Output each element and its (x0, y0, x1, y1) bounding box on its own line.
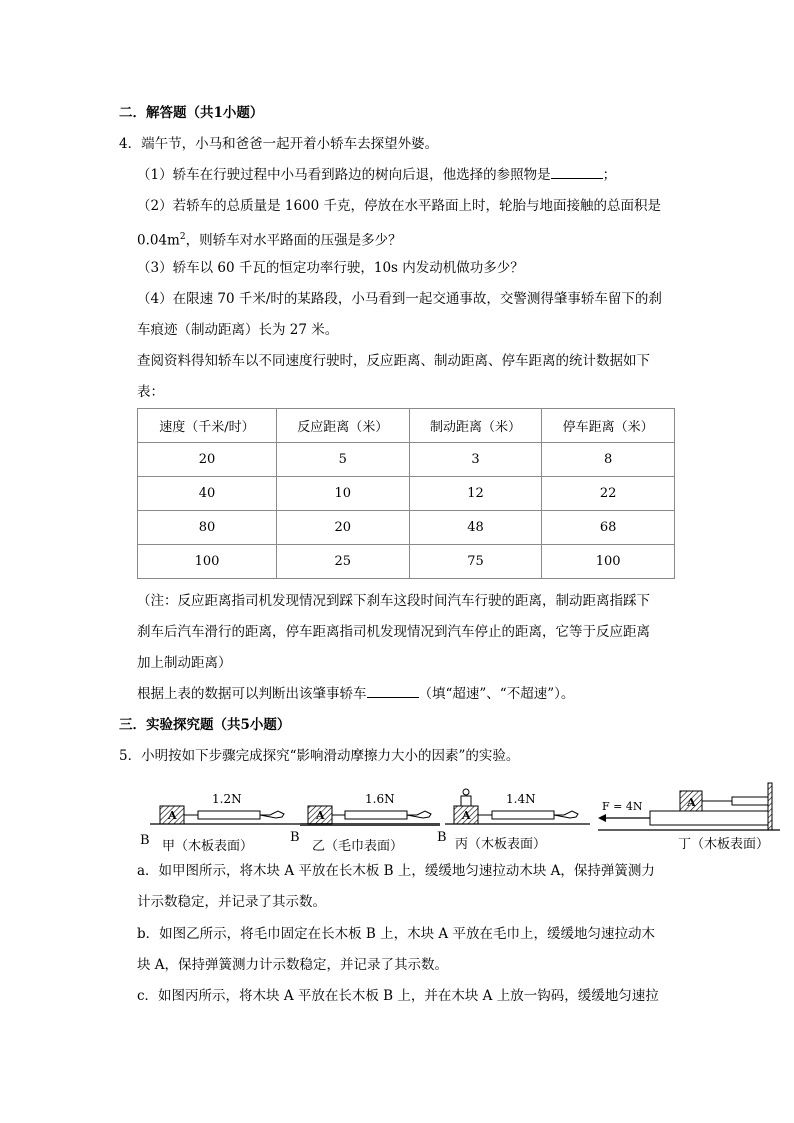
table-cell: 10 (276, 477, 409, 511)
yi-caption: 乙（毛巾表面） (312, 839, 404, 854)
q4-part1-text: （1）轿车在行驶过程中小马看到路边的树向后退，他选择的参照物是 (137, 167, 551, 183)
hook-weight (461, 796, 471, 806)
q5-intro: 5．小明按如下步骤完成探究“影响滑动摩擦力大小的因素”的实验。 (119, 748, 520, 764)
table-cell: 20 (138, 443, 277, 477)
spring-scale (732, 797, 768, 805)
step-a-line2: 计示数稳定，并记录了其示数。 (137, 894, 326, 910)
step-b-line2: 块 A，保持弹簧测力计示数稳定，并记录了其示数。 (137, 957, 449, 973)
table-cell: 100 (542, 545, 675, 579)
table-header: 速度（千米/时） (138, 409, 277, 443)
q4-intro: 4．端午节，小马和爸爸一起开着小轿车去探望外婆。 (119, 136, 439, 152)
figure-yi (290, 792, 440, 854)
q4-part3: （3）轿车以 60 千瓦的恒定功率行驶，10s 内发动机做功多少？ (137, 260, 524, 276)
figure-ding (598, 783, 780, 852)
table-cell: 75 (409, 545, 542, 579)
table-header: 制动距离（米） (409, 409, 542, 443)
table-cell: 8 (542, 443, 675, 477)
q4-part4-line1: （4）在限速 70 千米/时的某路段，小马看到一起交通事故，交警测得肇事轿车留下的刹 (137, 291, 662, 307)
spring-scale (345, 811, 407, 819)
q4-judge-end: （填“超速”、“不超速”）。 (418, 686, 575, 702)
area-exponent: 2 (179, 232, 186, 242)
svg-text:B: B (290, 830, 300, 845)
q4-part2-line1: （2）若轿车的总质量是 1600 千克，停放在水平路面上时，轮胎与地面接触的总面积是 (137, 198, 662, 214)
table-row (138, 545, 675, 579)
figure-jia (140, 792, 300, 854)
svg-text:B: B (140, 833, 150, 848)
ding-force: F = 4N (602, 800, 643, 813)
wall (768, 783, 772, 830)
note-line2: 刹车后汽车滑行的距离，停车距离指司机发现情况到汽车停止的距离，它等于反应距离 (137, 624, 650, 640)
q4-part1-end: ； (602, 167, 617, 183)
section3-title: 三．实验探究题（共5小题） (119, 717, 291, 733)
note-line3: 加上制动距离） (137, 655, 232, 671)
svg-text:B: B (437, 830, 447, 845)
table-cell: 20 (276, 511, 409, 545)
table-cell: 25 (276, 545, 409, 579)
jia-reading: 1.2N (212, 792, 242, 806)
spring-scale (492, 811, 554, 819)
table-cell: 12 (409, 477, 542, 511)
svg-text:A: A (687, 796, 696, 809)
table-header: 反应距离（米） (276, 409, 409, 443)
table-cell: 48 (409, 511, 542, 545)
bing-reading: 1.4N (506, 792, 536, 806)
step-a-line1: a．如甲图所示，将木块 A 平放在长木板 B 上，缓缓地匀速拉动木块 A，保持弹簧测力 (137, 863, 655, 879)
data-intro-line1: 查阅资料得知轿车以不同速度行驶时，反应距离、制动距离、停车距离的统计数据如下 (137, 353, 650, 369)
table-cell: 100 (138, 545, 277, 579)
answer-blank[interactable] (551, 166, 603, 179)
stopping-distance-table (137, 408, 675, 579)
step-b-line1: b．如图乙所示，将毛巾固定在长木板 B 上，木块 A 平放在毛巾上，缓缓地匀速拉动木 (137, 926, 655, 942)
figure-bing (437, 789, 590, 852)
table-row (138, 443, 675, 477)
table-header: 停车距离（米） (542, 409, 675, 443)
note-line1: （注：反应距离指司机发现情况到踩下刹车这段时间汽车行驶的距离，制动距离指踩下 (137, 593, 650, 609)
table-cell: 5 (276, 443, 409, 477)
table-cell: 68 (542, 511, 675, 545)
q4-part4-line2: 车痕迹（制动距离）长为 27 米。 (137, 322, 339, 338)
data-intro-line2: 表： (137, 384, 164, 400)
q4-judge-text: 根据上表的数据可以判断出该肇事轿车 (137, 686, 367, 702)
table-cell: 3 (409, 443, 542, 477)
friction-experiment-figure (140, 778, 780, 856)
table-cell: 40 (138, 477, 277, 511)
svg-text:A: A (168, 809, 177, 822)
step-c-line1: c．如图丙所示，将木块 A 平放在长木板 B 上，并在木块 A 上放一钩码，缓缓地匀速拉 (137, 988, 659, 1004)
table-row (138, 477, 675, 511)
q4-part1 (137, 166, 616, 184)
bing-caption: 丙（木板表面） (455, 837, 547, 852)
answer-blank[interactable] (367, 685, 419, 698)
jia-caption: 甲（木板表面） (162, 839, 254, 854)
area-value: 0.04m (137, 232, 180, 249)
q4-part2-question: ，则轿车对水平路面的压强是多少？ (185, 232, 402, 249)
spring-scale (198, 811, 260, 819)
section2-title: 二．解答题（共1小题） (119, 105, 264, 121)
yi-reading: 1.6N (365, 792, 395, 806)
long-board-b (650, 811, 768, 825)
table-header-row (138, 409, 675, 443)
table-row (138, 511, 675, 545)
svg-text:A: A (316, 809, 325, 822)
q4-judge (137, 685, 574, 703)
table-cell: 80 (138, 511, 277, 545)
ding-caption: 丁（木板表面） (678, 837, 770, 852)
q4-part2-line2 (137, 228, 402, 250)
table-cell: 22 (542, 477, 675, 511)
svg-text:A: A (462, 809, 471, 822)
